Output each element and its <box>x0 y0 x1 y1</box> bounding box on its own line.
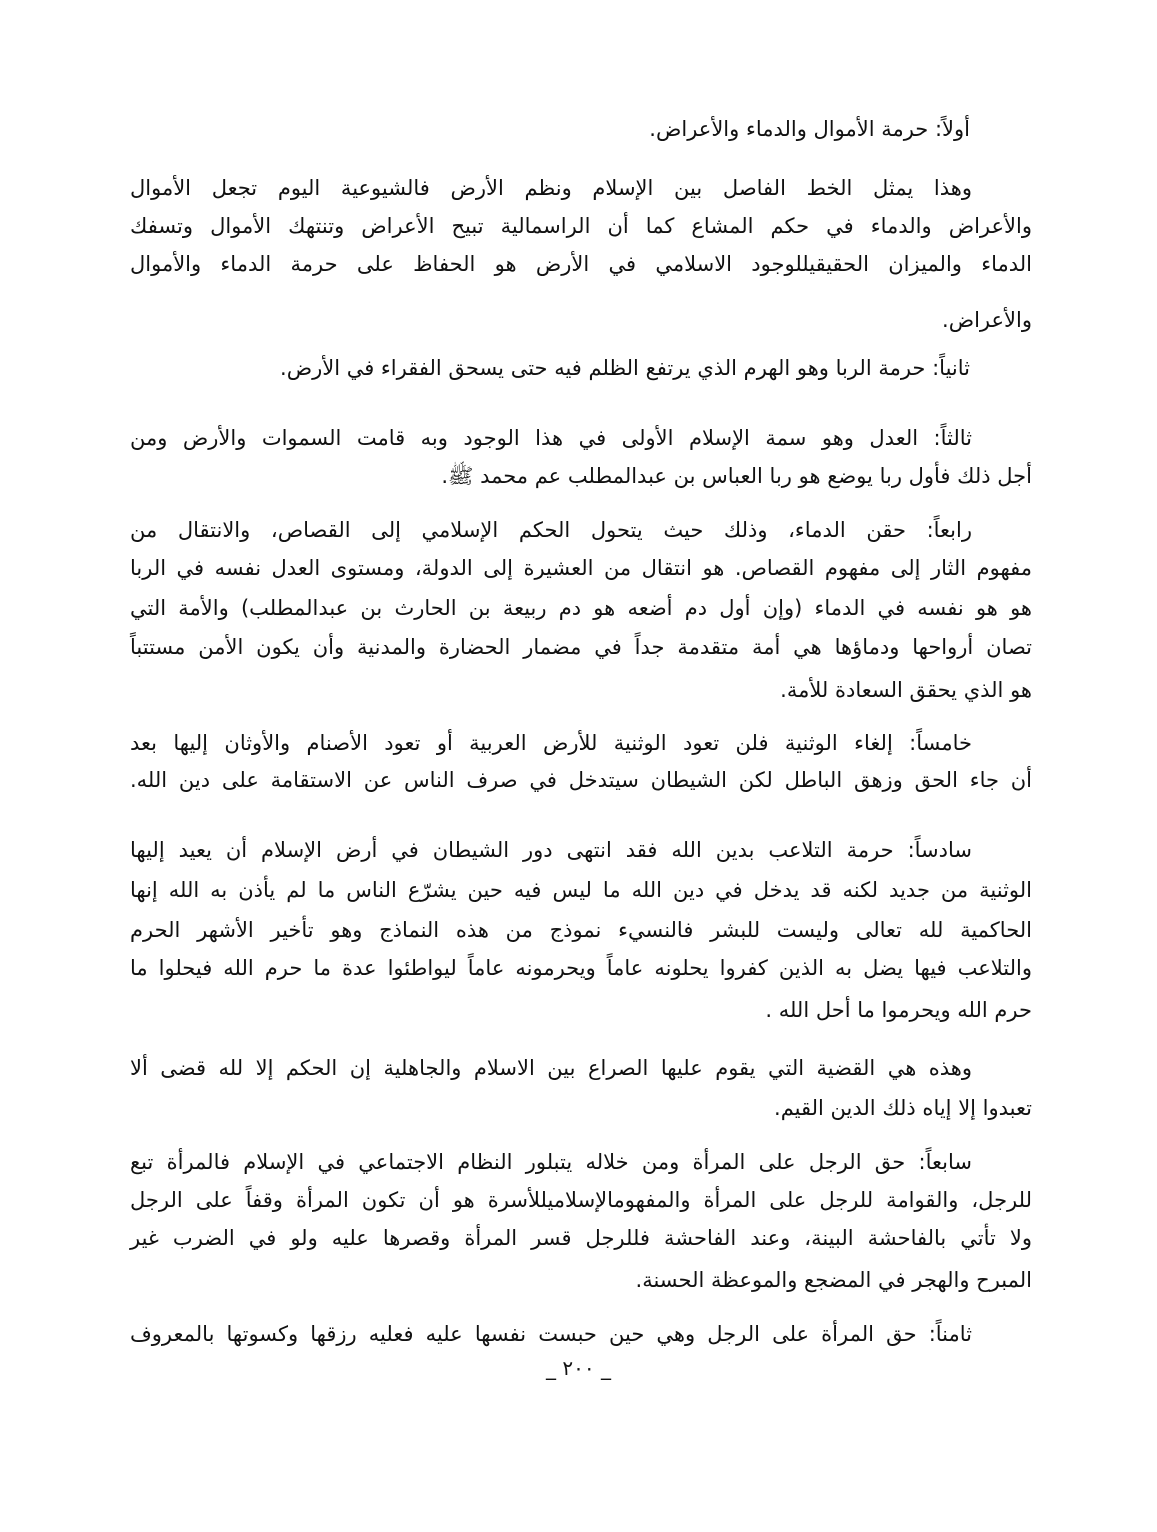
paragraph-line: والأعراض. <box>942 308 1032 332</box>
item-4-line: هو هو نفسه في الدماء (وإن أول دم أضعه هو دم ربيعة بن الحارث بن عبدالمطلب) والأمة التي <box>130 596 1032 620</box>
page-number: _ ٢٠٠ _ <box>546 1356 611 1380</box>
item-4-line: رابعاً: حقن الدماء، وذلك حيث يتحول الحكم الإسلامي إلى القصاص، والانتقال من <box>130 518 972 542</box>
item-4-line: تصان أرواحها ودماؤها هي أمة متقدمة جداً في مضمار الحضارة والمدنية وأن يكون الأمن مستتباً <box>130 635 1032 659</box>
item-5-line: خامساً: إلغاء الوثنية فلن تعود الوثنية للأرض العربية أو تعود الأصنام والأوثان إليها بعد <box>130 731 972 755</box>
item-2-line: ثانياً: حرمة الربا وهو الهرم الذي يرتفع الظلم فيه حتى يسحق الفقراء في الأرض. <box>280 356 970 380</box>
item-4-line: هو الذي يحقق السعادة للأمة. <box>780 678 1032 702</box>
item-6-line: الحاكمية لله تعالى وليست للبشر فالنسيء نموذج من هذه النماذج وهو تأخير الأشهر الحرم <box>130 918 1032 942</box>
item-6-line: سادساً: حرمة التلاعب بدين الله فقد انتهى دور الشيطان في أرض الإسلام أن يعيد إليها <box>130 838 972 862</box>
item-8-line: ثامناً: حق المرأة على الرجل وهي حين حبست نفسها عليه فعليه رزقها وكسوتها بالمعروف <box>130 1322 972 1346</box>
item-5-line: أن جاء الحق وزهق الباطل لكن الشيطان سيتدخل في صرف الناس عن الاستقامة على دين الله. <box>130 768 1032 792</box>
item-7-line: ولا تأتي بالفاحشة البينة، وعند الفاحشة فللرجل قسر المرأة وقصرها عليه ولو في الضرب غير <box>130 1226 1032 1250</box>
item-4-line: مفهوم الثار إلى مفهوم القصاص. هو انتقال من العشيرة إلى الدولة، ومستوى العدل نفسه في الربا <box>130 556 1032 580</box>
paragraph-line: وهذه هي القضية التي يقوم عليها الصراع بين الاسلام والجاهلية إن الحكم إلا لله قضى ألا <box>130 1056 972 1080</box>
item-6-line: والتلاعب فيها يضل به الذين كفروا يحلونه عاماً ويحرمونه عاماً ليواطئوا عدة ما حرم الله فيحلوا ما <box>130 956 1032 980</box>
item-3-line: ثالثاً: العدل وهو سمة الإسلام الأولى في هذا الوجود وبه قامت السموات والأرض ومن <box>130 426 972 450</box>
paragraph-line: وهذا يمثل الخط الفاصل بين الإسلام ونظم الأرض فالشيوعية اليوم تجعل الأموال <box>130 176 972 200</box>
paragraph-line: تعبدوا إلا إياه ذلك الدين القيم. <box>774 1096 1032 1120</box>
item-7-line: سابعاً: حق الرجل على المرأة ومن خلاله يتبلور النظام الاجتماعي في الإسلام فالمرأة تبع <box>130 1150 972 1174</box>
item-7-line: المبرح والهجر في المضجع والموعظة الحسنة. <box>635 1268 1032 1292</box>
item-6-line: الوثنية من جديد لكنه قد يدخل في دين الله ما ليس فيه حين يشرّع الناس ما لم يأذن به الله إنها <box>130 878 1032 902</box>
item-7-line: للرجل، والقوامة للرجل على المرأة والمفهومالإسلاميللأسرة هو أن تكون المرأة وقفاً على الرجل <box>130 1188 1032 1212</box>
item-6-line: حرم الله ويحرموا ما أحل الله . <box>765 998 1032 1022</box>
item-3-line: أجل ذلك فأول ربا يوضع هو ربا العباس بن عبدالمطلب عم محمد ﷺ. <box>441 464 1032 488</box>
paragraph-line: الدماء والميزان الحقيقيللوجود الاسلامي في الأرض هو الحفاظ على حرمة الدماء والأموال <box>130 252 1032 276</box>
paragraph-line: والأعراض والدماء في حكم المشاع كما أن الراسمالية تبيح الأعراض وتنتهك الأموال وتسفك <box>130 214 1032 238</box>
item-1-heading: أولاً: حرمة الأموال والدماء والأعراض. <box>649 117 970 141</box>
